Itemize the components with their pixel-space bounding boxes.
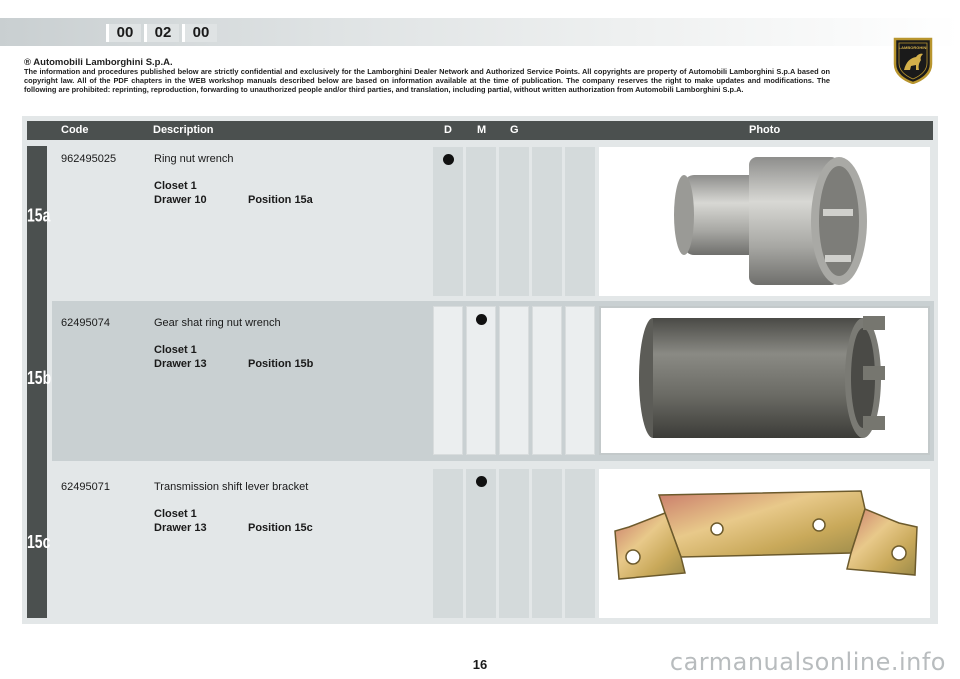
section-label: 15b xyxy=(27,366,52,388)
tool-description: Transmission shift lever bracket xyxy=(154,481,309,493)
tool-photo xyxy=(599,469,930,618)
watermark-text: carmanualsonline.info xyxy=(669,648,946,676)
position-label: Position 15a xyxy=(248,194,313,206)
table-header xyxy=(27,121,933,140)
col-code: Code xyxy=(61,124,89,136)
column-m-cell xyxy=(466,469,496,618)
drawer-label: Drawer 13 xyxy=(154,358,207,370)
drawer-label: Drawer 13 xyxy=(154,522,207,534)
position-label: Position 15b xyxy=(248,358,314,370)
company-name: ® Automobili Lamborghini S.p.A. xyxy=(24,57,173,68)
column-d-cell xyxy=(433,147,463,296)
section-label: 15c xyxy=(27,530,51,552)
col-photo: Photo xyxy=(749,124,781,136)
availability-dot xyxy=(476,314,487,325)
copyright-notice xyxy=(24,57,830,95)
col-g: G xyxy=(510,124,519,136)
column-g-cell xyxy=(499,147,529,296)
column-m-cell xyxy=(466,306,496,455)
column-d-cell xyxy=(433,306,463,455)
availability-dot xyxy=(476,476,487,487)
closet-label: Closet 1 xyxy=(154,180,197,192)
tool-description: Ring nut wrench xyxy=(154,153,234,165)
closet-label: Closet 1 xyxy=(154,344,197,356)
column-empty-cell xyxy=(565,147,595,296)
logo-text: LAMBORGHINI xyxy=(898,45,928,50)
column-empty-cell xyxy=(532,306,562,455)
chapter-code: 00 xyxy=(106,24,141,42)
column-empty-cell xyxy=(565,306,595,455)
col-d: D xyxy=(444,124,452,136)
tool-photo xyxy=(599,147,930,296)
column-empty-cell xyxy=(532,147,562,296)
column-g-cell xyxy=(499,306,529,455)
col-m: M xyxy=(477,124,487,136)
closet-label: Closet 1 xyxy=(154,508,197,520)
column-m-cell xyxy=(466,147,496,296)
column-empty-cell xyxy=(532,469,562,618)
column-empty-cell xyxy=(565,469,595,618)
column-g-cell xyxy=(499,469,529,618)
lamborghini-logo xyxy=(892,36,934,84)
tool-code: 962495025 xyxy=(61,153,117,165)
position-label: Position 15c xyxy=(248,522,313,534)
column-d-cell xyxy=(433,469,463,618)
tool-photo xyxy=(599,306,930,455)
tool-code: 62495071 xyxy=(61,481,110,493)
confidentiality-text: The information and procedures published below are strictly confidential and exclusively for the Lamborghini Dealer Network and Authorized Service Points. All copyrights are property of Automobili Lamborghini S.p.A based on copyright law. All of the PDF chapters in the WEB workshop manuals described below are based on information available at the time of publication. The company reserves the right to make updates and modifications. The following are prohibited: reprinting, reproduction, forwarding to unauthorized people and/or third parties, and translation, including partial, without written authorization from Automobili Lamborghini S.p.A. xyxy=(24,67,830,94)
drawer-label: Drawer 10 xyxy=(154,194,207,206)
tool-code: 62495074 xyxy=(61,317,110,329)
availability-dot xyxy=(443,154,454,165)
col-description: Description xyxy=(153,124,214,136)
tool-description: Gear shat ring nut wrench xyxy=(154,317,281,329)
section-label: 15a xyxy=(27,204,51,226)
section-code: 02 xyxy=(144,24,179,42)
page-number: 16 xyxy=(472,657,488,672)
subsection-code: 00 xyxy=(182,24,217,42)
